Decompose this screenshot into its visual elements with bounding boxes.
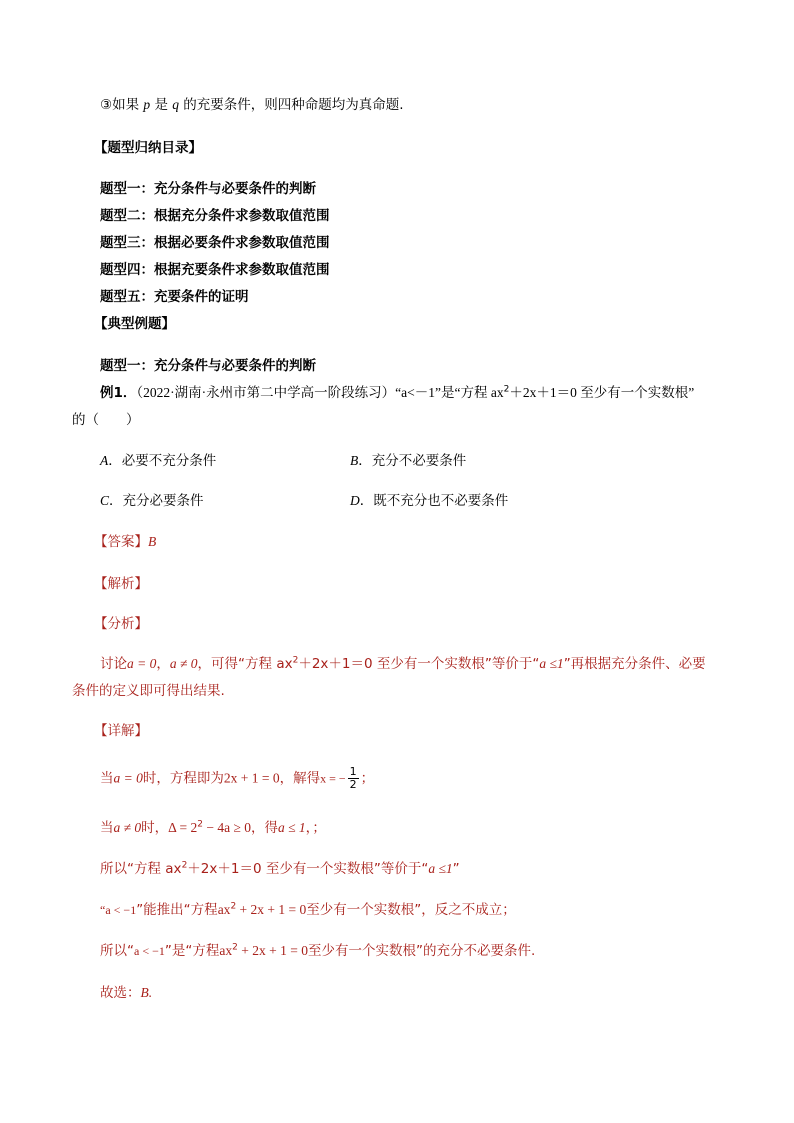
note-3-suffix: 的充要条件，则四种命题均为真命题. (179, 97, 404, 113)
option-c-text: ．充分必要条件 (109, 493, 204, 509)
answer-label: 【答案】 (94, 534, 148, 550)
fenxi-text-b: ， (156, 656, 170, 672)
type1-heading: 题型一：充分条件与必要条件的判断 (100, 358, 316, 374)
var-q: q (172, 97, 179, 112)
example1-question-line2: 的（ ） (72, 412, 140, 428)
detail-l1-d: ； (360, 770, 375, 787)
option-a-text: ．必要不充分条件 (108, 453, 217, 469)
option-a-letter: A (100, 453, 109, 468)
example1-q-part2: ＋2x＋1＝0 至少有一个实数根” (509, 385, 695, 400)
note-3-mid: 是 (150, 97, 173, 113)
answer-value: B (148, 534, 157, 549)
detail-l5-math3: + 2x + 1 = 0 (237, 943, 308, 958)
fenxi-math-1: a = 0 (127, 656, 157, 671)
option-d (350, 491, 508, 511)
fenxi-math-2: a ≠ 0 (169, 656, 198, 671)
detail-l5-a: 所以“ (100, 943, 134, 959)
detail-l4-math2: ax (217, 902, 231, 917)
examples-heading: 【典型例题】 (94, 316, 175, 332)
detail-l1-math3: x = − (320, 771, 346, 786)
option-d-text: ．既不充分也不必要条件 (359, 493, 509, 509)
detail-l6-a: 故选： (100, 985, 141, 1001)
fenxi-text-c: ，可得“方程 ax (197, 656, 293, 672)
detail-line3 (100, 859, 460, 879)
analysis-label: 【解析】 (94, 576, 148, 592)
detail-line1 (100, 766, 374, 791)
detail-l4-math3: + 2x + 1 = 0 (236, 902, 307, 917)
detail-l2-b: 时， (141, 820, 169, 836)
option-d-letter: D (350, 493, 360, 508)
detail-l5-b: ”是“方程 (164, 943, 220, 959)
detail-l3-sup: 2 (181, 860, 188, 871)
catalog-item-1: 题型一：充分条件与必要条件的判断 (100, 181, 316, 197)
option-b (350, 451, 466, 471)
detail-l4-math1: “a < −1 (100, 903, 137, 917)
fraction-numerator: 1 (349, 765, 357, 778)
option-b-text: ．充分不必要条件 (358, 453, 467, 469)
detail-l2-math3: − 4a ≥ 0 (202, 820, 251, 835)
detail-l2-a: 当 (100, 820, 114, 836)
detail-l2-math4: a ≤ 1 (277, 820, 306, 835)
detail-l1-math1: a = 0 (113, 770, 143, 786)
detail-l2-math2: Δ = 2 (168, 820, 198, 835)
example1-question-line1 (100, 383, 694, 403)
detail-line5 (100, 941, 535, 961)
detail-line4 (100, 900, 516, 920)
var-p: p (143, 97, 151, 112)
fenxi-label: 【分析】 (94, 616, 148, 632)
fenxi-line2: 条件的定义即可得出结果. (72, 683, 225, 699)
catalog-item-2: 题型二：根据充分条件求参数取值范围 (100, 208, 330, 224)
detail-l5-math1: a < −1 (134, 944, 165, 958)
note-3-prefix: ③如果 (100, 97, 144, 113)
fenxi-line1 (100, 654, 706, 674)
detail-line6 (100, 983, 152, 1003)
example1-q-part1: “a<－1”是“方程 ax (395, 385, 504, 400)
example1-source: （2022·湖南·永州市第二中学高一阶段练习） (136, 385, 396, 400)
fraction-one-half (348, 766, 359, 791)
fenxi-text-d: ＋2x＋1＝0 至少有一个实数根”等价于“ (298, 656, 540, 672)
catalog-heading: 【题型归纳目录】 (94, 140, 202, 156)
example1-label: 例1． (100, 385, 137, 401)
detail-l1-math2: 2x + 1 = 0 (223, 770, 280, 786)
detail-l2-d: ，； (305, 820, 326, 836)
detail-label: 【详解】 (94, 723, 148, 739)
catalog-item-5: 题型五：充要条件的证明 (100, 289, 249, 305)
fenxi-text-e: ”再根据充分条件、必要 (563, 656, 706, 672)
detail-l3-c: ” (452, 861, 460, 877)
detail-l5-c: 至少有一个实数根”的充分不必要条件. (307, 943, 536, 959)
option-a (100, 451, 216, 471)
fenxi-sup: 2 (292, 655, 299, 666)
fenxi-text-a: 讨论 (100, 656, 127, 672)
option-c (100, 491, 204, 511)
detail-l2-c: ，得 (250, 820, 278, 836)
detail-l4-b: 至少有一个实数根”，反之不成立； (306, 902, 516, 918)
answer-line (94, 532, 156, 552)
detail-l3-a: 所以“方程 ax (100, 861, 182, 877)
detail-l5-math2: ax (219, 943, 233, 958)
detail-l3-math: a ≤1 (428, 861, 453, 876)
detail-l4-sup: 2 (230, 901, 237, 912)
detail-l1-b: 时，方程即为 (142, 770, 224, 787)
detail-l6-choice: B. (140, 985, 153, 1000)
option-c-letter: C (100, 493, 110, 508)
note-3 (100, 95, 404, 115)
detail-l1-a: 当 (100, 770, 114, 787)
detail-l4-a: ”能推出“方程 (136, 902, 218, 918)
detail-line2 (100, 818, 326, 838)
fraction-denominator: 2 (349, 778, 357, 791)
fenxi-math-3: a ≤1 (539, 656, 564, 671)
detail-l2-math1: a ≠ 0 (113, 820, 142, 835)
catalog-item-3: 题型三：根据必要条件求参数取值范围 (100, 235, 330, 251)
option-b-letter: B (350, 453, 359, 468)
detail-l3-b: ＋2x＋1＝0 至少有一个实数根”等价于“ (187, 861, 429, 877)
catalog-item-4: 题型四：根据充要条件求参数取值范围 (100, 262, 330, 278)
detail-l5-sup: 2 (232, 942, 238, 953)
example1-q-sup: 2 (503, 384, 510, 395)
detail-l1-c: ，解得 (279, 770, 321, 787)
detail-l2-sup: 2 (197, 819, 203, 830)
